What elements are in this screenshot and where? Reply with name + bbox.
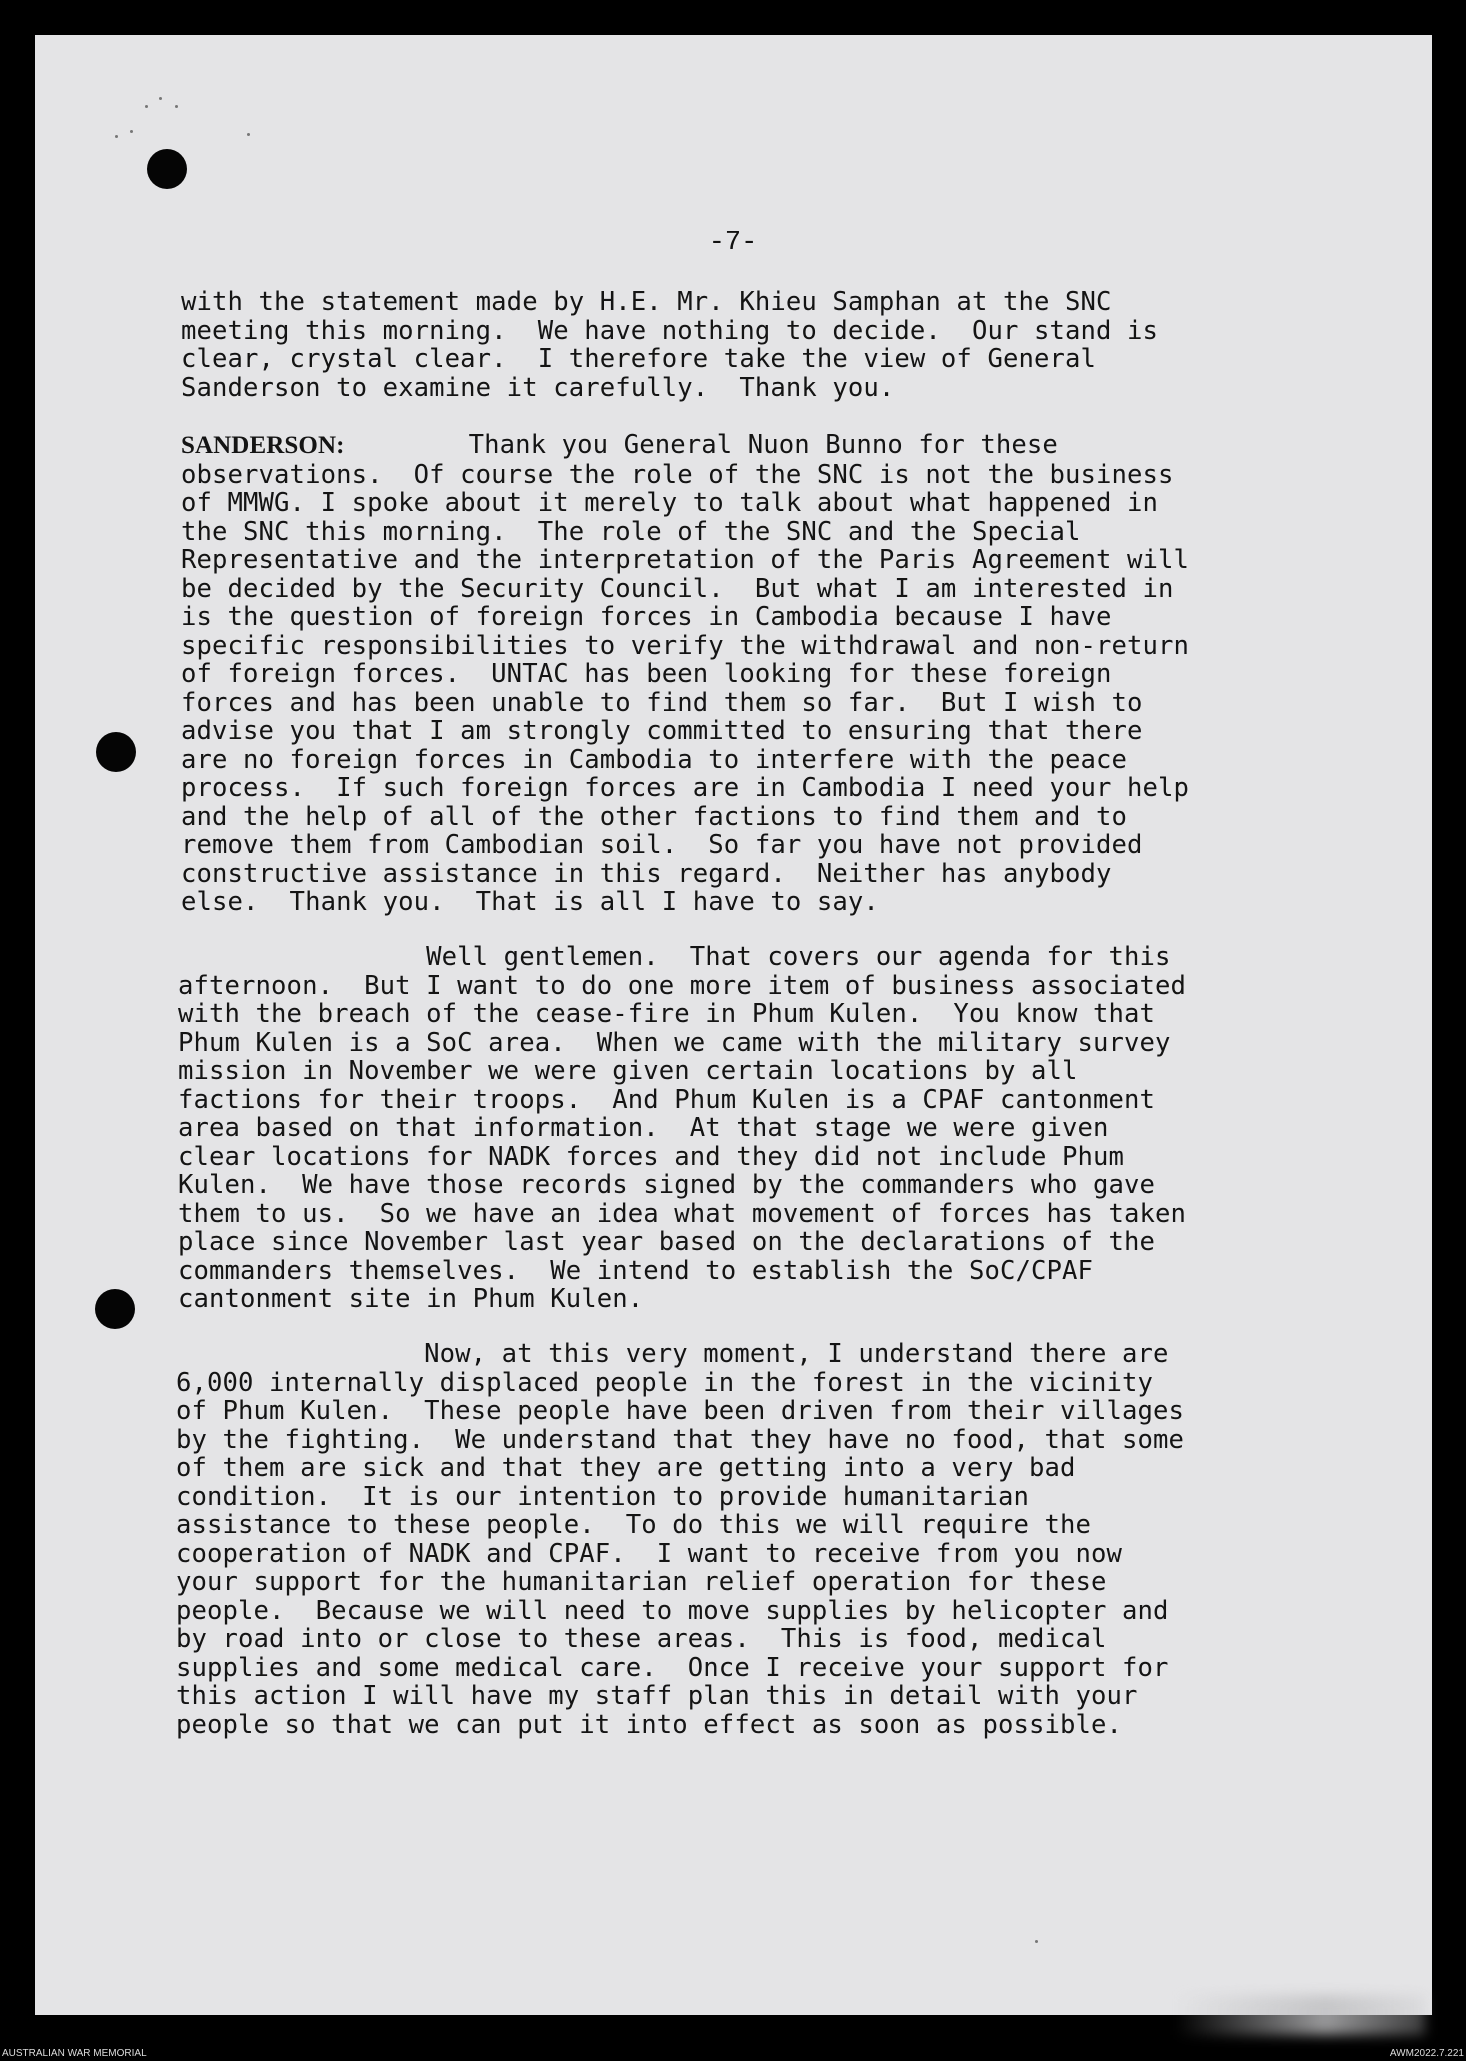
text-line: your support for the humanitarian relief operation for these [176, 1567, 1107, 1597]
text-line: forces and has been unable to find them so far. But I wish to [181, 687, 1143, 718]
page-speck [115, 135, 118, 138]
text-line: commanders themselves. We intend to establish the SoC/CPAF [178, 1255, 1094, 1286]
text-line: Sanderson to examine it carefully. Thank you. [181, 372, 895, 403]
text-line: mission in November we were given certain locations by all [178, 1056, 1078, 1086]
text-line: cooperation of NADK and CPAF. I want to receive from you now [176, 1538, 1123, 1569]
text-line: with the breach of the cease-fire in Phum Kulen. You know that [178, 999, 1156, 1029]
text-line: else. Thank you. That is all I have to say. [181, 887, 879, 917]
paragraph-2-sanderson [181, 431, 1189, 917]
text-line: meeting this morning. We have nothing to decide. Our stand is [181, 315, 1159, 346]
text-line: clear locations for NADK forces and they did not include Phum [178, 1141, 1125, 1172]
punch-hole-bottom [95, 1289, 135, 1329]
text-line: of foreign forces. UNTAC has been looking for these foreign [181, 659, 1112, 689]
text-line: be decided by the Security Council. But what I am interested in [181, 573, 1174, 604]
text-line: place since November last year based on the declarations of the [178, 1227, 1156, 1257]
scan-smudge [1175, 1995, 1425, 2035]
text-line: is the question of foreign forces in Cambodia because I have [181, 602, 1112, 632]
page-speck [145, 105, 148, 108]
text-line: clear, crystal clear. I therefore take the view of General [181, 344, 1097, 374]
text-line: people so that we can put it into effect as soon as possible. [176, 1709, 1123, 1740]
text-line: of MMWG. I spoke about it merely to talk about what happened in [181, 488, 1159, 518]
punch-hole-middle [96, 732, 136, 772]
text-line: observations. Of course the role of the SNC is not the business [181, 459, 1174, 490]
page-speck [159, 97, 162, 100]
text-line: Well gentlemen. That covers our agenda for this [426, 942, 1171, 972]
text-line: of them are sick and that they are getting into a very bad [176, 1453, 1076, 1483]
page-speck [247, 133, 250, 136]
text-line: by road into or close to these areas. This is food, medical [176, 1624, 1107, 1654]
text-line: constructive assistance in this regard. Neither has anybody [181, 858, 1112, 889]
text-line: 6,000 internally displaced people in the forest in the vicinity [176, 1367, 1154, 1398]
punch-hole-top [147, 149, 187, 189]
text-line: people. Because we will need to move supplies by helicopter and [176, 1595, 1169, 1626]
text-line: factions for their troops. And Phum Kulen is a CPAF cantonment [178, 1084, 1156, 1115]
text-line: Kulen. We have those records signed by the commanders who gave [178, 1170, 1156, 1200]
text-line: Thank you General Nuon Bunno for these [468, 430, 1058, 460]
text-line: afternoon. But I want to do one more item of business associated [178, 970, 1187, 1001]
text-line: remove them from Cambodian soil. So far you have not provided [181, 830, 1143, 860]
page-speck [130, 130, 133, 133]
text-line: area based on that information. At that stage we were given [178, 1113, 1109, 1143]
text-line: the SNC this morning. The role of the SNC and the Special [181, 516, 1081, 547]
paragraph-4 [176, 1340, 1184, 1739]
footer-left: AUSTRALIAN WAR MEMORIAL [2, 2048, 147, 2059]
text-line: them to us. So we have an idea what movement of forces has taken [178, 1198, 1187, 1229]
text-line: supplies and some medical care. Once I receive your support for [176, 1652, 1169, 1683]
text-line: and the help of all of the other factions to find them and to [181, 801, 1128, 832]
text-line: Representative and the interpretation of the Paris Agreement will [181, 545, 1190, 575]
text-line: condition. It is our intention to provide humanitarian [176, 1481, 1029, 1512]
text-line: this action I will have my staff plan this in detail with your [176, 1681, 1138, 1711]
text-line: cantonment site in Phum Kulen. [178, 1284, 644, 1314]
text-line: advise you that I am strongly committed to ensuring that there [181, 716, 1143, 746]
text-line: process. If such foreign forces are in Cambodia I need your help [181, 773, 1190, 803]
text-line: are no foreign forces in Cambodia to interfere with the peace [181, 744, 1128, 775]
text-line: Now, at this very moment, I understand there are [424, 1339, 1169, 1369]
text-line: specific responsibilities to verify the withdrawal and non-return [181, 630, 1190, 661]
page-speck [1035, 1940, 1038, 1943]
page-speck [175, 105, 178, 108]
paragraph-1 [181, 288, 1158, 402]
text-line: Phum Kulen is a SoC area. When we came with the military survey [178, 1027, 1171, 1058]
speaker-label: SANDERSON: [181, 432, 345, 459]
footer-right: AWM2022.7.221 [1389, 2048, 1464, 2059]
text-line: assistance to these people. To do this we will require the [176, 1510, 1092, 1540]
text-line: with the statement made by H.E. Mr. Khieu Samphan at the SNC [181, 287, 1112, 317]
paragraph-3 [178, 943, 1186, 1314]
text-line: of Phum Kulen. These people have been driven from their villages [176, 1396, 1185, 1426]
page-number: -7- [708, 228, 758, 258]
text-line: by the fighting. We understand that they have no food, that some [176, 1424, 1185, 1455]
